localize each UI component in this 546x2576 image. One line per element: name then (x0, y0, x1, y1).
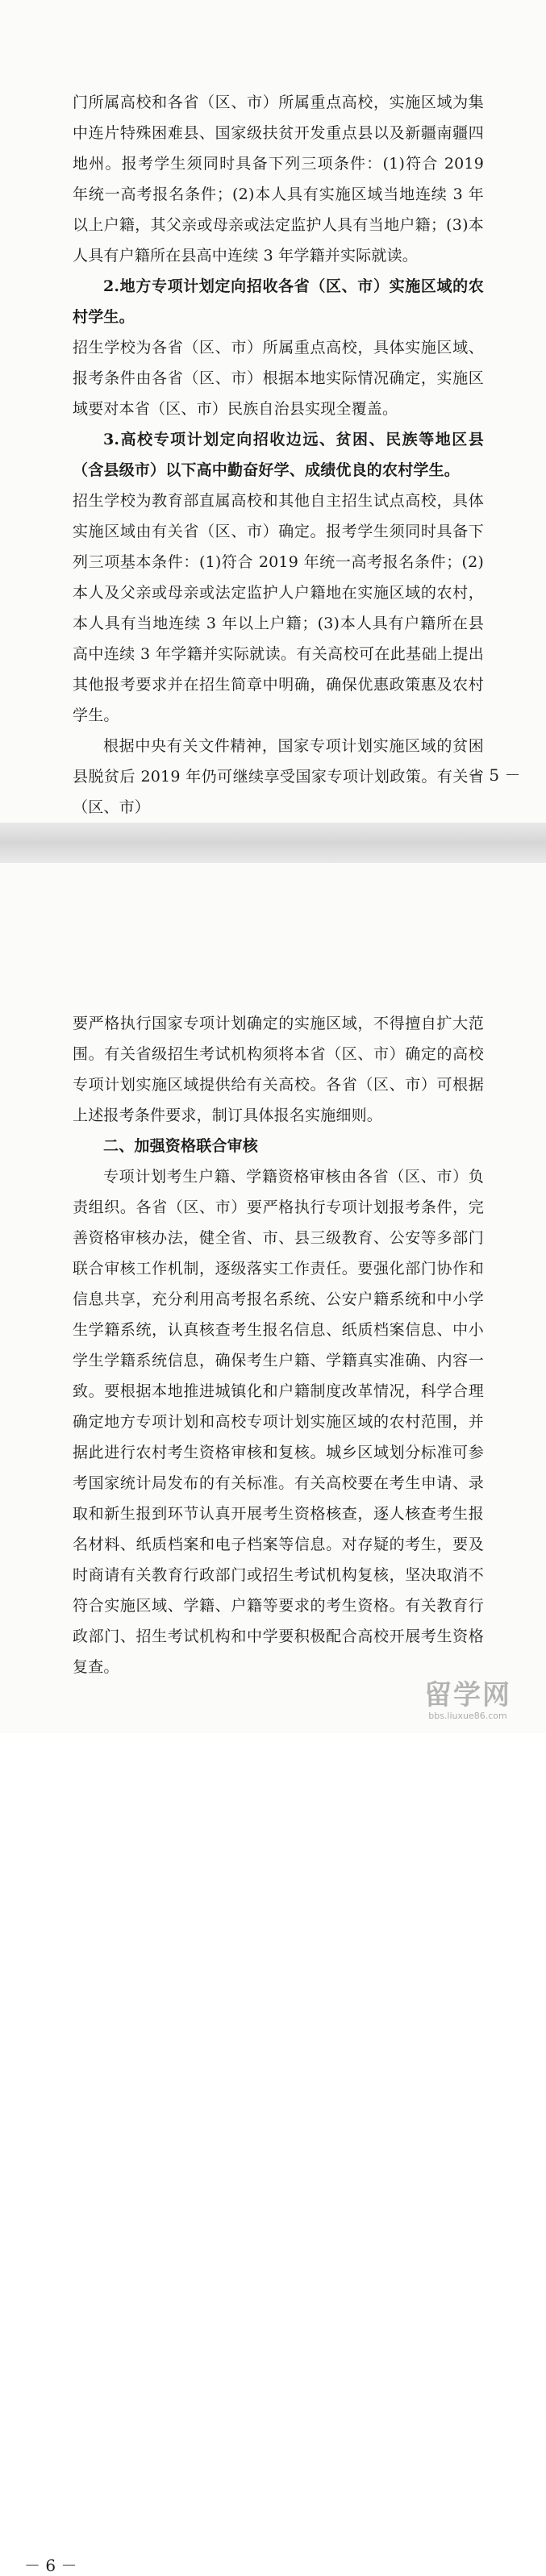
document-page-5 (0, 0, 546, 823)
page-number: － 6 － (24, 2556, 77, 2575)
paragraph: 专项计划考生户籍、学籍资格审核由各省（区、市）负责组织。各省（区、市）要严格执行专项计划报考条件，完善资格审核办法，健全省、市、县三级教育、公安等多部门联合审核工作机制，逐级落实工作责任。要强化部门协作和信息共享，充分利用高考报名系统、公安户籍系统和中小学生学籍系统，认真核查考生报名信息、纸质档案信息、中小学生学籍系统信息，确保考生户籍、学籍真实准确、内容一致。要根据本地推进城镇化和户籍制度改革情况，科学合理确定地方专项计划和高校专项计划实施区域的农村范围，并据此进行农村考生资格审核和复核。城乡区域划分标准可参考国家统计局发布的有关标准。有关高校要在考生申请、录取和新生报到环节认真开展考生资格核查，逐人核查考生报名材料、纸质档案和电子档案等信息。对存疑的考生，要及时商请有关教育行政部门或招生考试机构复核，坚决取消不符合实施区域、学籍、户籍等要求的考生资格。有关教育行政部门、招生考试机构和中学要积极配合高校开展考生资格复查。 (73, 1168, 484, 1676)
section-heading: 2.地方专项计划定向招收各省（区、市）实施区域的农村学生。 (73, 277, 484, 326)
watermark-logo (399, 1680, 536, 1727)
document-page-6 (0, 863, 546, 2575)
page-6-body (73, 1008, 484, 1682)
section-heading: 二、加强资格联合审核 (103, 1137, 259, 1155)
watermark-url: bbs.liuxue86.com (428, 1711, 507, 1721)
watermark-logo-text: 留学网 (424, 1679, 511, 1711)
page-separator (0, 823, 546, 863)
paragraph: 招生学校为各省（区、市）所属重点高校，具体实施区域、报考条件由各省（区、市）根据本地实际情况确定，实施区域要对本省（区、市）民族自治县实现全覆盖。 (73, 339, 484, 418)
section-heading: 3.高校专项计划定向招收边远、贫困、民族等地区县（含县级市）以下高中勤奋好学、成绩优良的农村学生。 (73, 431, 484, 479)
page-number: － 5 － (468, 765, 521, 785)
page-5-body (73, 87, 484, 823)
paragraph: 根据中央有关文件精神，国家专项计划实施区域的贫困县脱贫后 2019 年仍可继续享受国家专项计划政策。有关省（区、市） (73, 737, 484, 816)
paragraph: 要严格执行国家专项计划确定的实施区域，不得擅自扩大范围。有关省级招生考试机构须将本省（区、市）确定的高校专项计划实施区域提供给有关高校。各省（区、市）可根据上述报考条件要求，制订具体报名实施细则。 (73, 1015, 484, 1124)
paragraph: 门所属高校和各省（区、市）所属重点高校，实施区域为集中连片特殊困难县、国家级扶贫开发重点县以及新疆南疆四地州。报考学生须同时具备下列三项条件：(1)符合 2019 年统一高考报名条件；(2)本人具有实施区域当地连续 3 年以上户籍，其父亲或母亲或法定监护人具有当地户籍；(3)本人具有户籍所在县高中连续 3 年学籍并实际就读。 (73, 94, 484, 265)
paragraph: 招生学校为教育部直属高校和其他自主招生试点高校，具体实施区域由有关省（区、市）确定。报考学生须同时具备下列三项基本条件：(1)符合 2019 年统一高考报名条件；(2)本人及父亲或母亲或法定监护人户籍地在实施区域的农村，本人具有当地连续 3 年以上户籍；(3)本人具有户籍所在县高中连续 3 年学籍并实际就读。有关高校可在此基础上提出其他报考要求并在招生简章中明确，确保优惠政策惠及农村学生。 (73, 492, 484, 724)
